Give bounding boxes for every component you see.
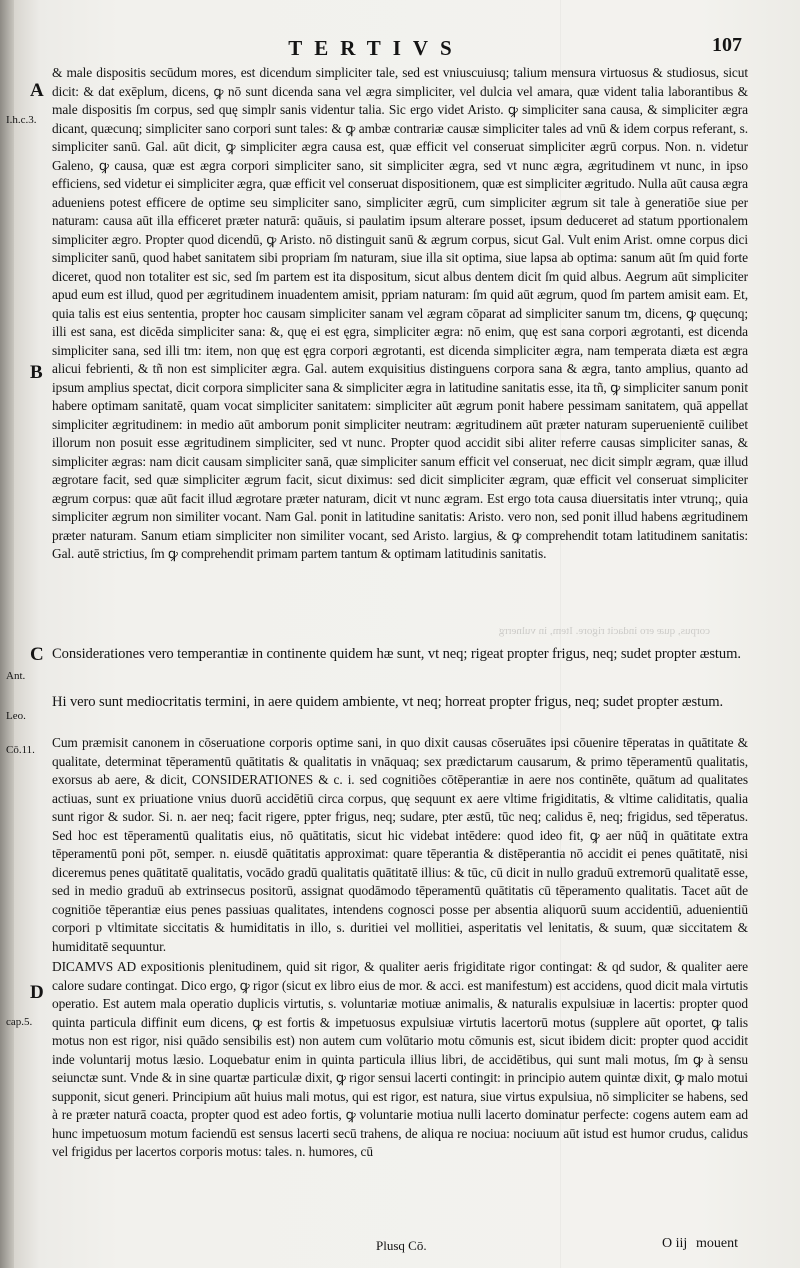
aristotle-translation bbox=[52, 644, 748, 664]
signature-mark: O iij bbox=[662, 1236, 688, 1251]
footer-note: Plusq Cō. bbox=[376, 1238, 427, 1253]
translation-paragraph: Hi vero sunt mediocritatis termini, in aere quidem ambiente, vt neq; horreat propter frigus, neq; sudet propter æstum. bbox=[52, 694, 724, 710]
commentary-block-1 bbox=[52, 64, 748, 564]
margin-note-reference: I.h.c.3. bbox=[6, 114, 37, 126]
averroes-translation bbox=[52, 692, 748, 712]
margin-letter-a: A bbox=[30, 80, 44, 101]
commentary-block-2 bbox=[52, 734, 748, 1162]
commentary-paragraph: Cum præmisit canonem in cōseruatione corporis optime sani, in quo dixit causas cōseruātes ipsi cōuenire tēperatas in quātitate & qualitate, determinat tēperamentū quātitatis & qualitatis in vnāquaq; sex prædictarum causarum, & primo tēperamentū qualitatis, exorsus ab aere, & dicit, CONSIDERATIONES & c. i. sed cognitiões cōtēperantiæ in aere nos continēte, quātum ad qualitates actiuas, sunt ex priuatione vnius duorū accidētiū circa corpus, quę sequunt ex aere vltime frigiditatis, & vltime caliditatis, qualia sunt rigor & sudor. Si. n. aer neq; facit rigere, ppter frigus, neq; sudare, pter æstū, tūc neq; calidus ē, neq; frigidus, sed tēperatus. Sed hoc est tēperamentū qualitatis eius, nō quātitatis, sicut hic videbat intēdere: quod ideo fit, ꝙ aer nūq̃ in quātitate extra tēperamentū poni pōt, semper. n. eiusdē quātitatis approximat: quare tēperantia & distēperantia nō accidit ei penes quātitatē, nisi diceremus penes quātitatē qualitatis, vocādo gradū qualitatis quātitatē illius: & tūc, cū dicit in nullo graduū extremorū qualitatē esse, sed in medio graduū ab extrinsecus positorū, assignat quodāmodo tēperamentū quātitatis cū tēperamento qualitatis. Tacet aūt de cognitiōe tēperantiæ eius penes passiuas qualitates, intendens cognosci posse per absentia aliquorū suum accidentiū, aduenientiū corpori p vltimitate siccitatis & humiditatis in illo, s. duritiei vel mollitiei, asperitatis vel lenitatis, & suum, quæ siccitatem & humiditatē sequuntur. bbox=[52, 735, 748, 954]
commentary-paragraph: & male dispositis secūdum mores, est dicendum simpliciter tale, sed est vniuscuiusq; talium mensura virtuosus & studiosus, sicut dicit: & dat exēplum, dicens, ꝙ nō sunt dicenda sana vel ægra simpliciter, vel dulcia vel amara, quæ vident talia laborantibus & male dispositis ſm corpus, sed quę simplr sanis videntur talia. Sic ergo videt Aristo. ꝙ simpliciter sana causa, & simpliciter ægra dicant, quæcunq; simpliciter sano corpori sunt tales: & ꝙ ambæ contrariæ causæ simpliciter tales ad vnū & idem corpus referant, s. simpliciter sanū. Gal. aūt dicit, ꝙ simpliciter ægra causa est, quæ efficit vel conseruat simpliciter ægrū corpus. Non. n. videtur Galeno, ꝙ causa, quæ est ægra corpori simpliciter sano, sit simpliciter ægra, sed vt nunc ægra, ægritudinem vt nunc, in ipso efficiens, sed videtur ei simpliciter ægra, quæ efficit vel conseruat dispositionem, quæ est simpliciter ægritudo. Nulla aūt causa ægra adueniens potest efficere de optime seu simpliciter sano, simpliciter ægrū, cum simpliciter ægrum sit tale à generatiōe siue per naturam: causa aūt illa efficeret præter naturā: quāuis, si paulatim ipsum alterare posset, ipsum deduceret ad statum pportionalem simpliciter ægro. Propter quod dicendū, ꝙ Aristo. nō distinguit sanū & ægrum corpus, sicut Gal. Vult enim Arist. omne corpus dici simpliciter sanū, quod habet sanitatem sibi propriam ſm naturam, siue illa sit optima, siue lapsa ab optima: sanum aūt ſm quid forte diceret, quod non totaliter est sic, sed ſm partem est ita dispositum, sicut albus dentem dicit ſm quid albus. Aegrum aūt simpliciter apud eum est illud, quod per ægritudinem inuadentem amisit, ppriam naturam: ſm quid aūt ægrum, quod ſm partem amisit eam. Et, quia talis est eius sententia, propter hoc causam simpliciter sanam vel ægram cōparat ad simpliciter sanum tm, dicens, ꝙ quęcunq; illi est sana, est dicēda simpliciter sana: &, quę ei est ęgra, simpliciter ægra: nō enim, quę est sana corpori ægrotanti, est dicenda simpliciter sana, sed illi tm: item, non quę est ęgra corpori ægrotanti, est dicenda simpliciter ægra, nam temperata diæta est ægra alicui febrienti, & tñ non est simpliciter ægra. Gal. autem exquisitius distinguens corpora sana & ægra, tanto amplius, quanto ad ipsum amplius spectat, dicit corpora simpliciter sana & simpliciter ægra in latitudine sanitatis esse, ita tñ, ꝙ simpliciter sanum ponit habere optimam sanitatē, quam vocat simpliciter sanitatem: simpliciter aūt ægrum ponit habere pessimam sanitatem, quā appellat simpliciter ægritudinem: in medio aūt amborum ponit simpliciter neutram: ægritudinem aūt præter naturam superuenientē cuilibet illorum non posuit esse ægritudinem simpliciter, sed vt nunc. Propter quod accidit sibi aliter referre causas simpliciter sanas, & simpliciter ægras: nam dicit causam simpliciter sanā, quæ simpliciter sanum efficit vel conseruat, nec dicit simplr ægram, quæ illud ægrotare facit, sed quæ simpliciter ægrum facit, sicut diximus: sed dicit simpliciter ægram, quæ efficit vel conseruat simpliciter ægrum corpus: quæ aūt facit illud ægrotare præter naturam, dicit vt nunc ægram. Est ergo tota causa diuersitatis inter vtrunq;, quia simpliciter ægrum non similiter vocant. Nam Gal. ponit in latitudine sanitatis: Aristo. vero non, sed ponit illud habens ægritudinem præter naturam. Sanum etiam simpliciter non similiter vocant, sed Aristo. largius, & ꝙ comprehendit totam latitudinem sanitatis: Gal. autē strictius, ſm ꝙ comprehendit primam partem tantum & optimam latitudinis sanitatis. bbox=[52, 65, 748, 561]
catchword: mouent bbox=[696, 1236, 738, 1251]
margin-letter-c: C bbox=[30, 644, 44, 665]
margin-note-ant: Ant. bbox=[6, 670, 26, 682]
bleed-through-text: corpus, quæ ero indacit rigore. Item, in vulnerrg bbox=[498, 625, 710, 637]
margin-note-commentary: Cō.11. bbox=[6, 744, 35, 756]
margin-letter-d: D bbox=[30, 982, 44, 1003]
page-number: 107 bbox=[712, 34, 742, 56]
margin-note-leo: Leo. bbox=[6, 710, 26, 722]
commentary-paragraph: DICAMVS AD expositionis plenitudinem, quid sit rigor, & qualiter aeris frigiditate rigor contingat: & qd sudor, & qualiter aere calore sudare contingat. Dico ergo, ꝙ rigor (sicut ex libro eius de mor. & acci. est manifestum) est accidens, quod dicit mala virtutis operatio. Est autem mala operatio duplicis virtutis, s. voluntariæ motiuæ animalis, & naturalis expulsiuæ in lacertis: propter quod quinta particula diffinit eum dicens, ꝙ est fortis & impetuosus expulsiuæ virtutis lacertorū motus (supplere aūt oportet, ꝙ talis motus non est rigor, nisi quādo sensibilis est) non autem cum volūtario motu cōmunis est, sicut ibidem dicit: propter quod accidit inde voluntarij motus læsio. Loquebatur enim in quinta particula illius libri, de accidētibus, qui sunt mali motus, ſm ꝙ à sensu seiunctæ sunt. Vnde & in sine quartæ particulæ dixit, ꝙ rigor sensui lacerti contingit: in principio autem quintæ dixit, ꝙ malo motui supponit, sicut generi. Principium aūt huius mali motus, qui est rigor, est natura, siue virtus expulsiua, nō simpliciter se habens, sed à re præter naturā coacta, propter quod est adeo fortis, ꝙ voluntarie motiua nulli lacerto dominatur perfecte: cogens autem eam ad hunc impetuosum motum faciendū est sensus lacerti secū trahens, de aliqua re nociua: nociuum aūt istud est humor crudus, calidus vel frigidus per lacertos corporis motus: tales. n. humores, cū bbox=[52, 959, 748, 1159]
translation-paragraph: Considerationes vero temperantiæ in continente quidem hæ sunt, vt neq; rigeat propter frigus, neq; sudet propter æstum. bbox=[52, 646, 741, 662]
margin-note-chapter: cap.5. bbox=[6, 1016, 33, 1028]
left-margin-notes bbox=[0, 0, 44, 1268]
running-title: TERTIVS bbox=[288, 36, 464, 60]
margin-letter-b: B bbox=[30, 362, 43, 383]
